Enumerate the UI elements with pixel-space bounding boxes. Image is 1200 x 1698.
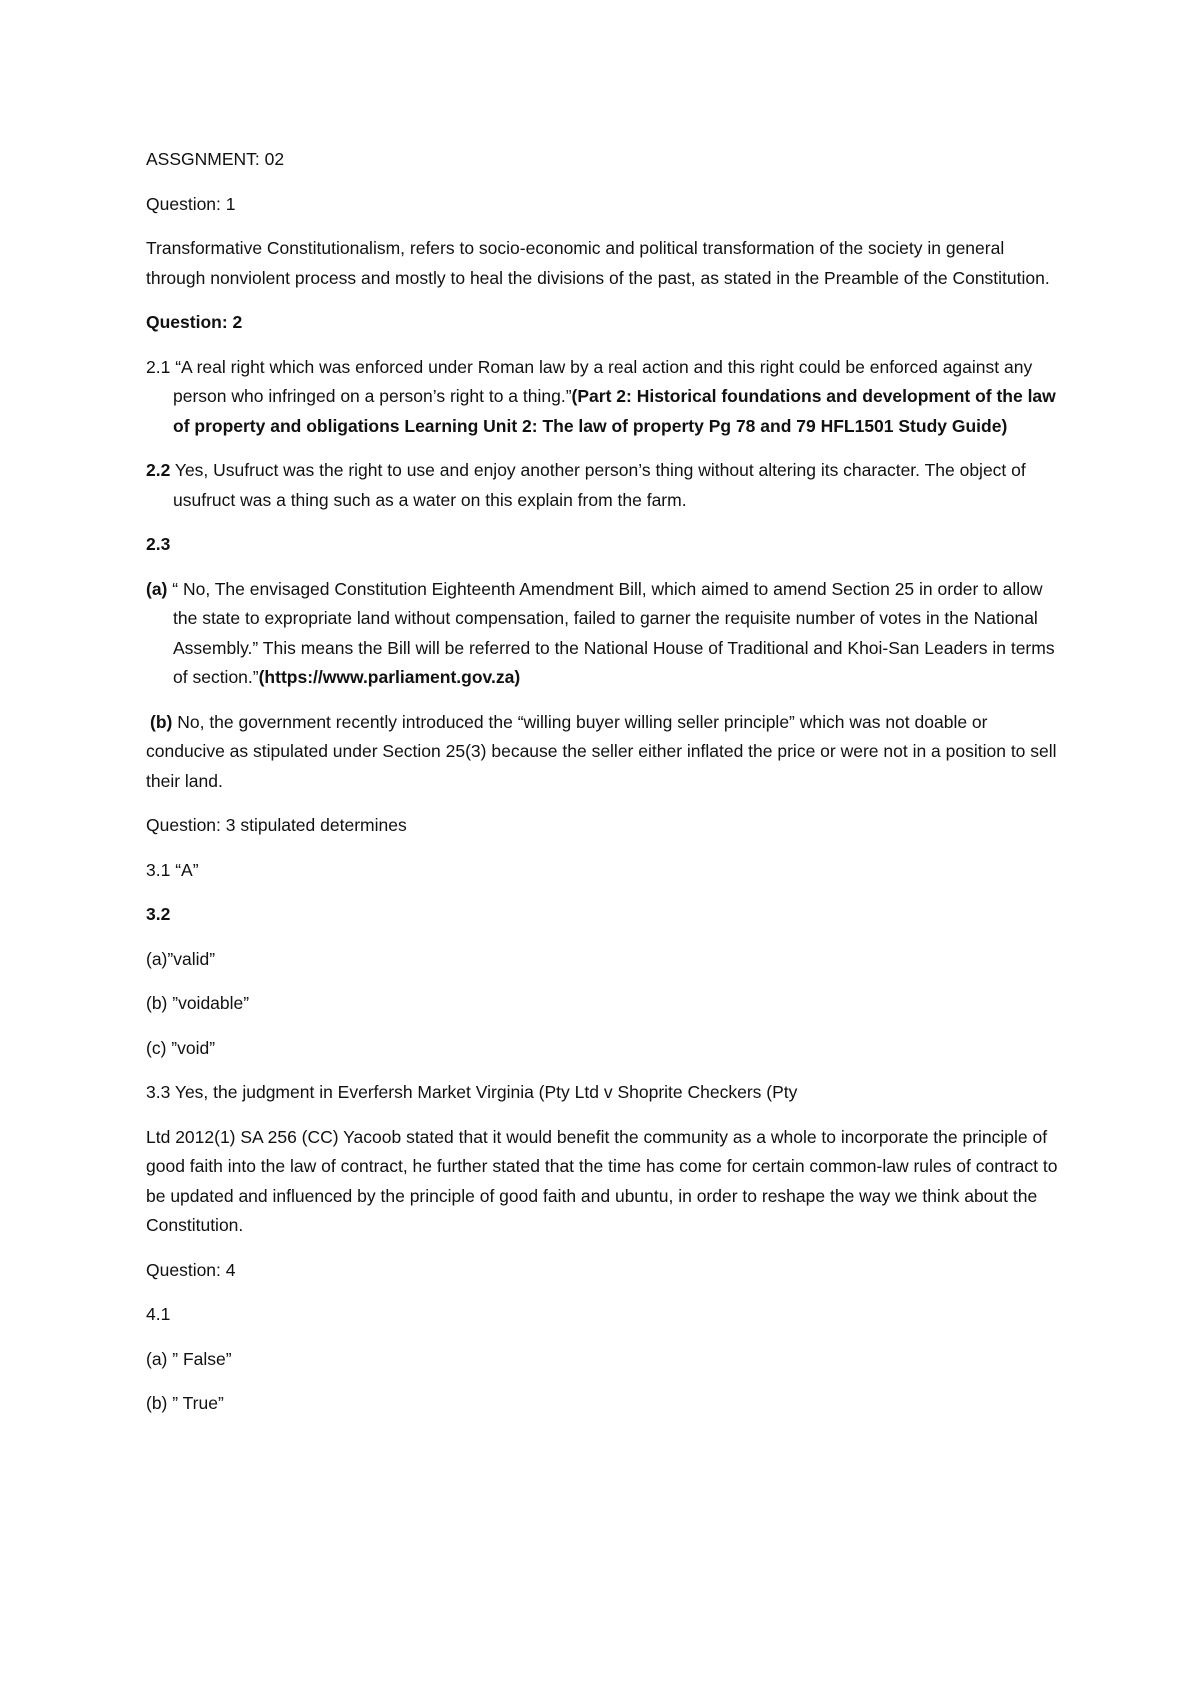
question-1-heading: Question: 1	[146, 193, 236, 214]
answer-2-3-a-text: “ No, The envisaged Constitution Eighteenth Amendment Bill, which aimed to amend Section 25 in order to allow the state to expropriate land without compensation, failed to garner the requisite number of votes in the National Assembly.” This means the Bill will be referred to the National House of Traditional and Khoi-San Leaders in terms of section.”	[167, 578, 1055, 687]
answer-2-3-a	[146, 575, 1066, 693]
answer-2-1-number: 2.1	[146, 356, 171, 377]
answer-2-3-a-reference: (https://www.parliament.gov.za)	[258, 667, 521, 687]
answer-2-1-text: “A real right which was enforced under Roman law by a real action and this right could be enforced against any person who infringed on a person’s right to a thing.”	[170, 356, 1033, 406]
answer-2-2	[146, 456, 1066, 515]
answer-4-1-a: (a) ” False”	[146, 1348, 232, 1369]
document-page	[146, 145, 1066, 1434]
answer-2-3-number: 2.3	[146, 534, 171, 554]
answer-3-1: 3.1 “A”	[146, 859, 199, 880]
answer-2-2-number: 2.2	[146, 460, 171, 480]
question-2-heading: Question: 2	[146, 312, 243, 332]
answer-2-1	[146, 353, 1066, 442]
answer-3-2-a: (a)”valid”	[146, 948, 216, 969]
answer-2-2-text: Yes, Usufruct was the right to use and enjoy another person’s thing without altering its character. The object of usufruct was a thing such as a water on this explain from the farm.	[170, 460, 1026, 510]
answer-2-3-b-text: No, the government recently introduced the “willing buyer willing seller principle” which was not doable or conducive as stipulated under Section 25(3) because the seller either inflated the price or were not in a position to sell their land.	[146, 711, 1057, 791]
answer-2-3-a-label: (a)	[146, 578, 168, 599]
assignment-title: ASSGNMENT: 02	[146, 149, 285, 169]
question-3-heading: Question: 3 stipulated determines	[146, 815, 407, 835]
answer-2-1-reference: (Part 2: Historical foundations and development of the law of property and obligations Learning Unit 2: The law of property Pg 78 and 79 HFL1501 Study Guide)	[173, 386, 1056, 436]
answer-4-1-b: (b) ” True”	[146, 1393, 224, 1413]
answer-4-1-number: 4.1	[146, 1304, 171, 1324]
question-4-heading: Question: 4	[146, 1259, 236, 1280]
answer-2-3-b	[146, 708, 1066, 797]
answer-3-2-number: 3.2	[146, 904, 171, 924]
question-1-answer: Transformative Constitutionalism, refers to socio-economic and political transformation of the society in general through nonviolent process and mostly to heal the divisions of the past, as stated in the Preamble of the Constitution.	[146, 238, 1050, 288]
answer-2-3-b-label: (b)	[150, 711, 173, 732]
answer-3-2-c: (c) ”void”	[146, 1037, 216, 1058]
answer-3-3-line-2: Ltd 2012(1) SA 256 (CC) Yacoob stated that it would benefit the community as a whole to incorporate the principle of good faith into the law of contract, he further stated that the time has come for certain common-law rules of contract to be updated and influenced by the principle of good faith and ubuntu, in order to reshape the way we think about the Constitution.	[146, 1126, 1058, 1235]
answer-3-2-b: (b) ”voidable”	[146, 993, 250, 1013]
answer-3-3-line-1: 3.3 Yes, the judgment in Everfersh Market Virginia (Pty Ltd v Shoprite Checkers (Pty	[146, 1082, 798, 1102]
